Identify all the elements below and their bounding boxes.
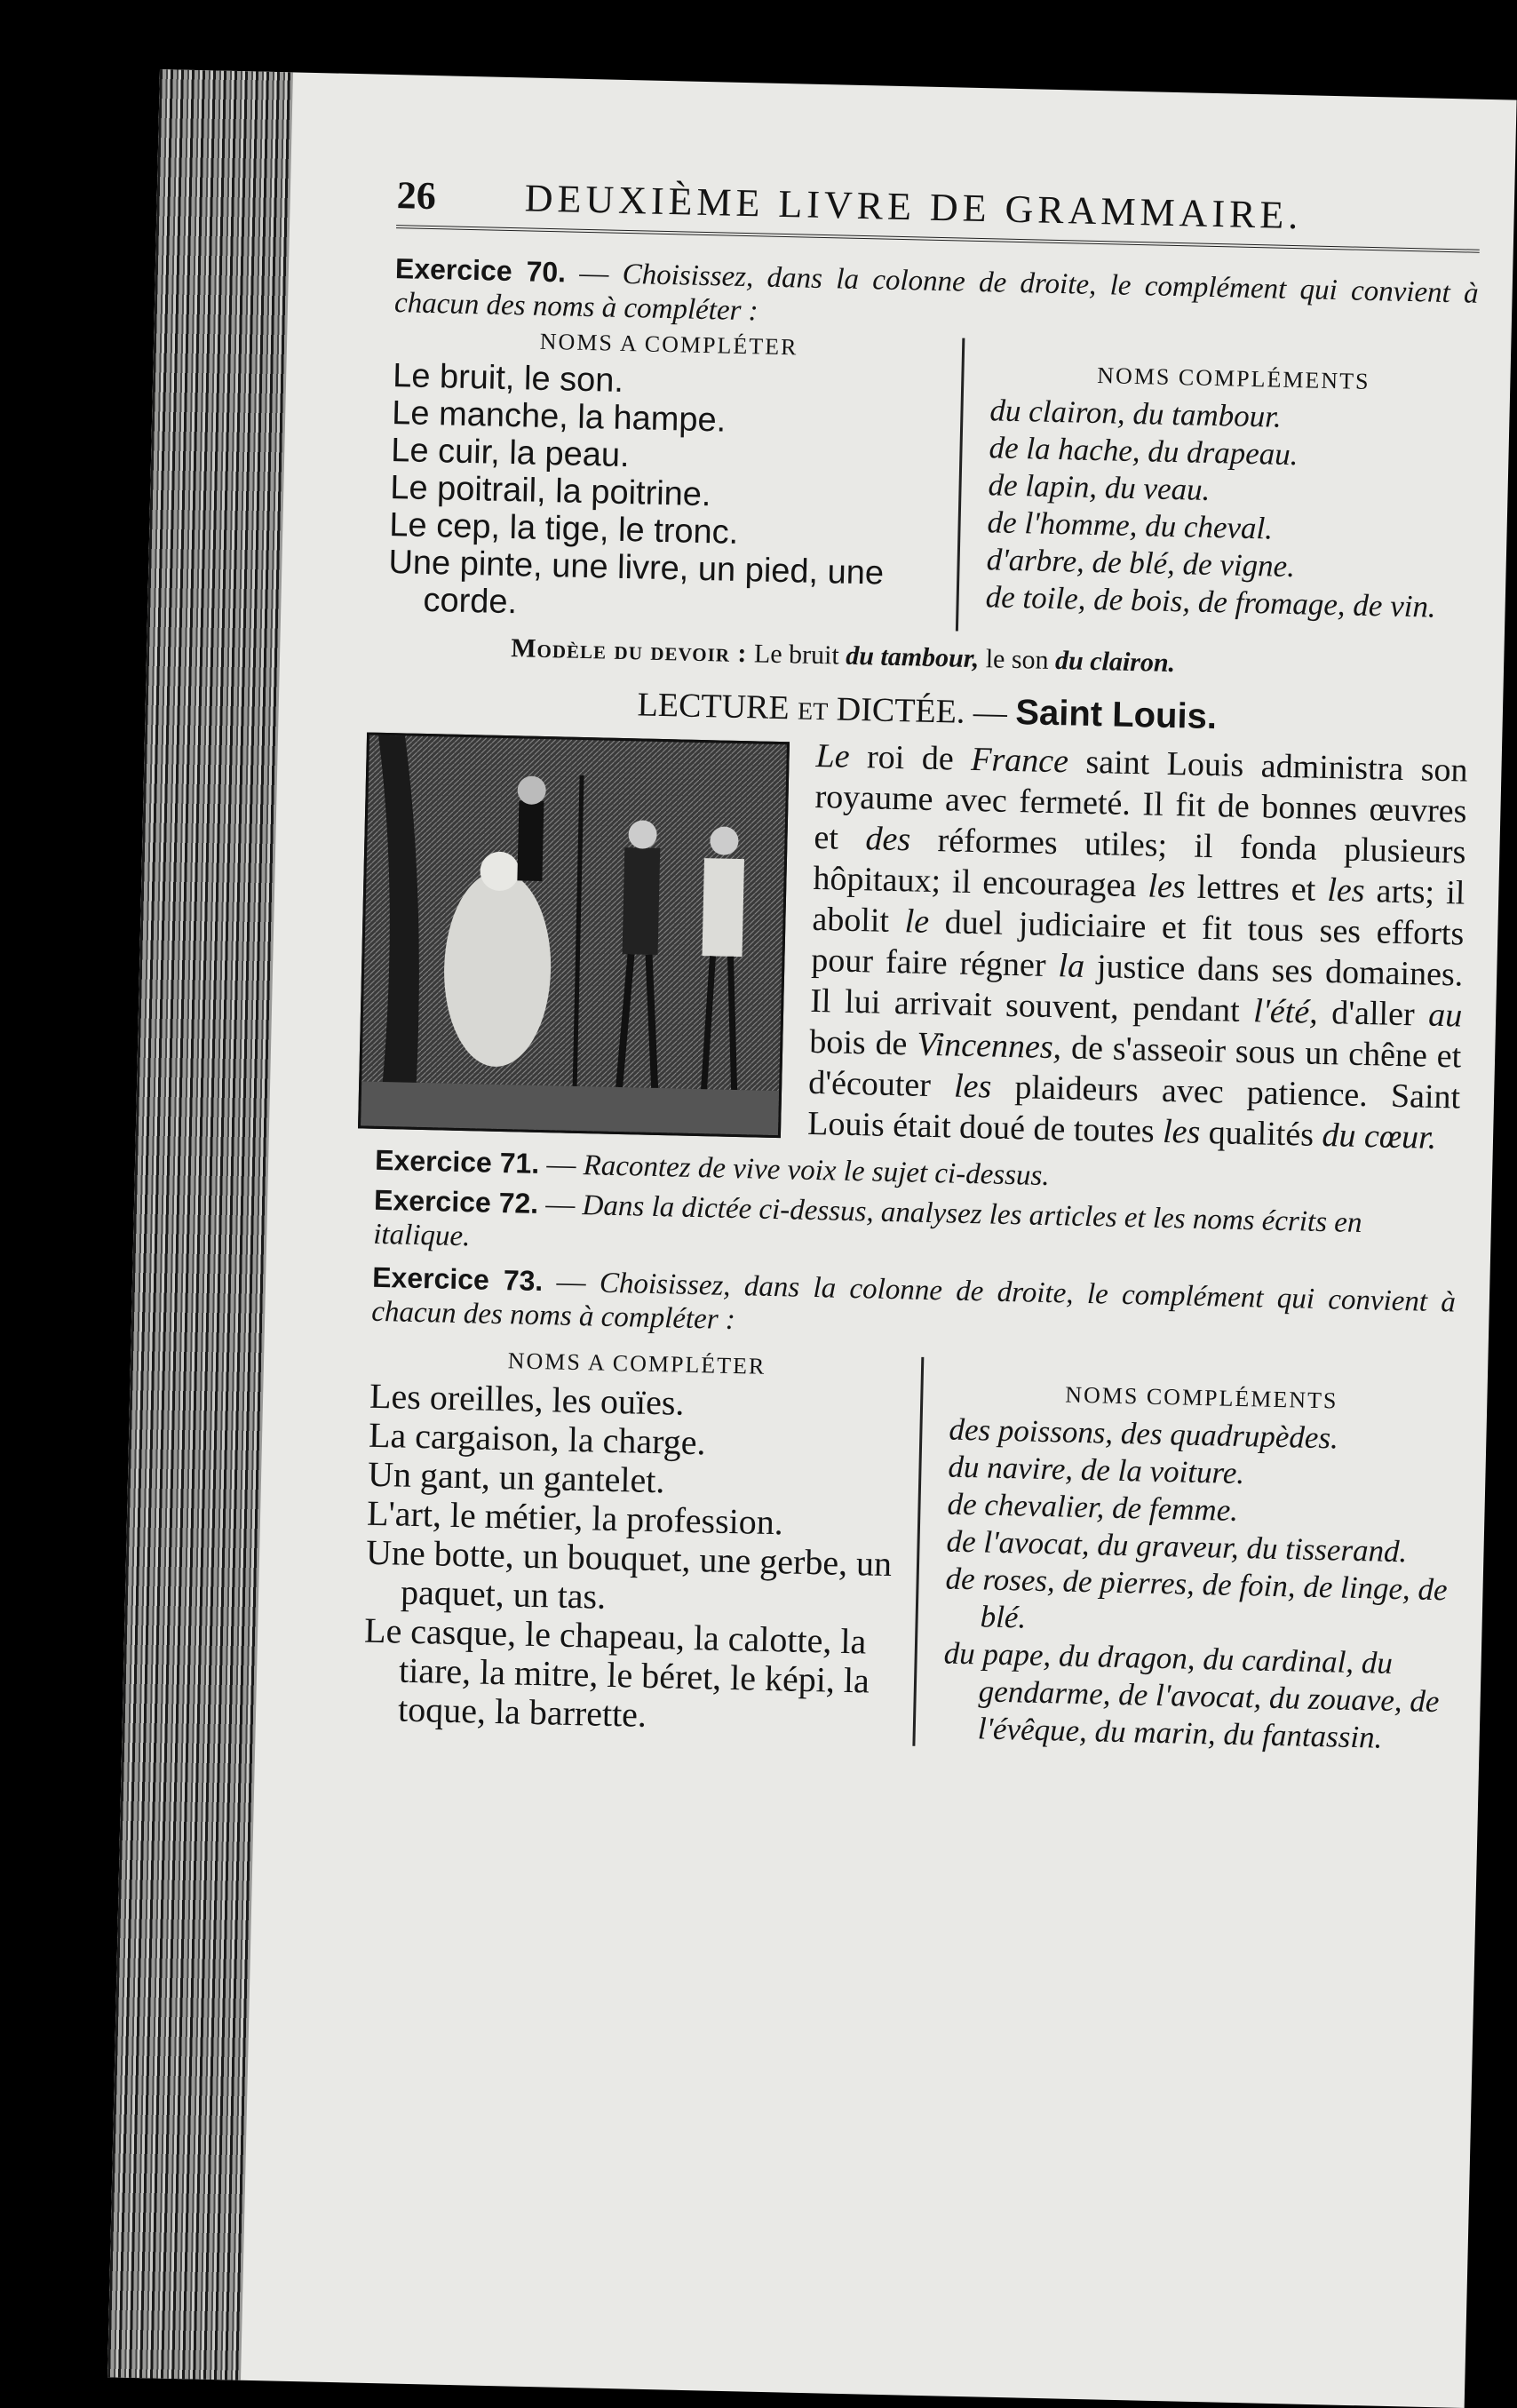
italic-word: Vincennes,: [916, 1025, 1062, 1067]
book-title: DEUXIÈME LIVRE DE GRAMMAIRE.: [524, 176, 1303, 238]
exercise-70-instruction: Choisissez, dans la colonne de droite, le complément qui convient à chacun des noms à compléter :: [393, 258, 1480, 328]
book-page: [107, 69, 1517, 2408]
list-item: de toile, de bois, de fromage, de vin.: [985, 579, 1437, 624]
exercise-70-left-column: [387, 325, 965, 632]
page-edges: [107, 69, 293, 2380]
italic-word: les: [1162, 1112, 1201, 1151]
list-item: Une botte, un bouquet, une gerbe, un paquet, un tas.: [365, 1531, 893, 1617]
reading-text: qualités: [1208, 1114, 1314, 1154]
model-answer: [511, 633, 1470, 685]
italic-word: les: [1326, 871, 1366, 910]
running-head: [396, 172, 1481, 253]
model-label: Modèle du devoir :: [510, 633, 748, 669]
reading-text: saint Louis administra son royaume avec fermeté. Il fit de bonnes œuvres et: [814, 743, 1468, 857]
list-item: Le casque, le chapeau, la calotte, la tiare, la mitre, le béret, le képi, la toque, la barrette.: [363, 1609, 870, 1735]
list-item: Le bruit, le son.: [392, 357, 624, 400]
list-item: La cargaison, la charge.: [368, 1414, 707, 1463]
list-item: de l'avocat, du graveur, du tisserand.: [946, 1523, 1408, 1570]
exercise-73-label: Exercice 73.: [371, 1260, 544, 1298]
exercise-70-label: Exercice 70.: [394, 252, 567, 289]
right-column-heading: NOMS COMPLÉMENTS: [1097, 362, 1370, 394]
exercise-72-instruction: Dans la dictée ci-dessus, analysez les articles et les noms écrits en italique.: [372, 1189, 1362, 1253]
reading-text: duel judiciaire et fit tous ses efforts pour faire régner: [810, 903, 1465, 984]
exercise-71-instruction: Racontez de vive voix le sujet ci-dessus.: [583, 1149, 1051, 1193]
model-text: le son: [985, 644, 1049, 675]
list-item: de chevalier, de femme.: [947, 1486, 1239, 1528]
list-item: L'art, le métier, la profession.: [366, 1492, 784, 1543]
list-item: de roses, de pierres, de foin, de linge, de blé.: [945, 1561, 1449, 1635]
list-item: Le cep, la tige, le tronc.: [388, 506, 739, 552]
exercise-72: Exercice 72. — Dans la dictée ci-dessus, analysez les articles et les noms écrits en italique.: [372, 1183, 1362, 1253]
exercise-73-heading: Exercice 73. — Choisissez, dans la colonne de droite, le complément qui convient à chacun des noms à compléter :: [370, 1260, 1457, 1337]
engraving-icon: [361, 735, 787, 1136]
list-item: du clairon, du tambour.: [989, 393, 1283, 434]
exercise-73-columns: [362, 1345, 1455, 1759]
reading-text: de s'asseoir sous un chêne et d'écouter: [807, 1029, 1462, 1104]
italic-word: France: [970, 740, 1069, 781]
right-column-heading: NOMS COMPLÉMENTS: [1064, 1381, 1338, 1414]
reading-text: d'aller: [1330, 994, 1416, 1034]
reading-text: justice dans ses domaines. Il lui arrivait souvent, pendant: [809, 948, 1464, 1029]
italic-word: au: [1427, 996, 1463, 1035]
lecture-title-subject: Saint Louis.: [1014, 693, 1218, 737]
exercise-70-columns: [387, 325, 1477, 643]
reading-text: lettres et: [1196, 868, 1316, 909]
list-item: Un gant, un gantelet.: [367, 1453, 665, 1501]
list-item: d'arbre, de blé, de vigne.: [986, 542, 1296, 584]
reading-text: arts; il abolit: [812, 872, 1465, 940]
exercise-70-right-column: [958, 338, 1477, 643]
saint-louis-illustration: [358, 732, 790, 1138]
exercise-72-label: Exercice 72.: [373, 1183, 539, 1220]
page-content: [362, 172, 1481, 1758]
list-item: de lapin, du veau.: [988, 467, 1211, 507]
reading-text: réformes utiles; il fonda plusieurs hôpitaux; il encouragea: [813, 822, 1466, 905]
lecture-title-part: ET: [797, 697, 829, 727]
list-item: Le cuir, la peau.: [390, 432, 631, 475]
italic-word: les: [1148, 867, 1187, 906]
italic-word: le: [904, 902, 930, 941]
model-text: Le bruit: [753, 639, 840, 671]
reading-text: bois de: [808, 1022, 908, 1063]
page-number: 26: [396, 173, 437, 219]
list-item: Le poitrail, la poitrine.: [389, 469, 711, 514]
reading-text: roi de: [866, 738, 955, 778]
exercise-71: Exercice 71. — Racontez de vive voix le sujet ci-dessus.: [374, 1143, 1051, 1193]
italic-word: les: [953, 1067, 992, 1106]
list-item: Le manche, la hampe.: [391, 394, 727, 440]
list-item: des poissons, des quadrupèdes.: [949, 1411, 1339, 1456]
list-item: de la hache, du drapeau.: [989, 430, 1299, 473]
list-item: Une pinte, une livre, un pied, une corde.: [387, 543, 885, 622]
exercise-73-instruction: Choisissez, dans la colonne de droite, le complément qui convient à chacun des noms à compléter :: [370, 1267, 1457, 1337]
list-item: du pape, du dragon, du cardinal, du gendarme, de l'avocat, du zouave, de l'évêque, du marin, du fantassin.: [943, 1635, 1440, 1755]
left-column-heading: NOMS A COMPLÉTER: [539, 328, 798, 361]
model-italic: du clairon.: [1054, 646, 1176, 679]
list-item: de l'homme, du cheval.: [987, 505, 1274, 546]
exercise-70-heading: Exercice 70. — Choisissez, dans la colonne de droite, le complément qui convient à chacun des noms à compléter :: [393, 252, 1480, 328]
lecture-title-part: LECTURE: [637, 686, 790, 727]
italic-word: l'été,: [1252, 992, 1319, 1031]
exercise-71-label: Exercice 71.: [374, 1143, 540, 1180]
reading-passage: [376, 726, 1468, 1163]
lecture-title-part: DICTÉE. —: [836, 690, 1008, 732]
list-item: du navire, de la voiture.: [948, 1449, 1245, 1491]
italic-word: des: [865, 820, 911, 859]
italic-word: la: [1058, 947, 1085, 985]
model-italic: du tambour,: [845, 640, 980, 674]
list-item: Les oreilles, les ouïes.: [369, 1375, 685, 1423]
reading-text: plaideurs avec patience. Saint Louis était doué de toutes: [806, 1069, 1461, 1150]
exercise-73-left-column: [362, 1345, 925, 1746]
exercise-73-right-column: [915, 1357, 1454, 1758]
left-column-heading: NOMS A COMPLÉTER: [507, 1347, 766, 1379]
italic-word: Le: [815, 736, 851, 775]
italic-word: du cœur.: [1322, 1117, 1437, 1156]
